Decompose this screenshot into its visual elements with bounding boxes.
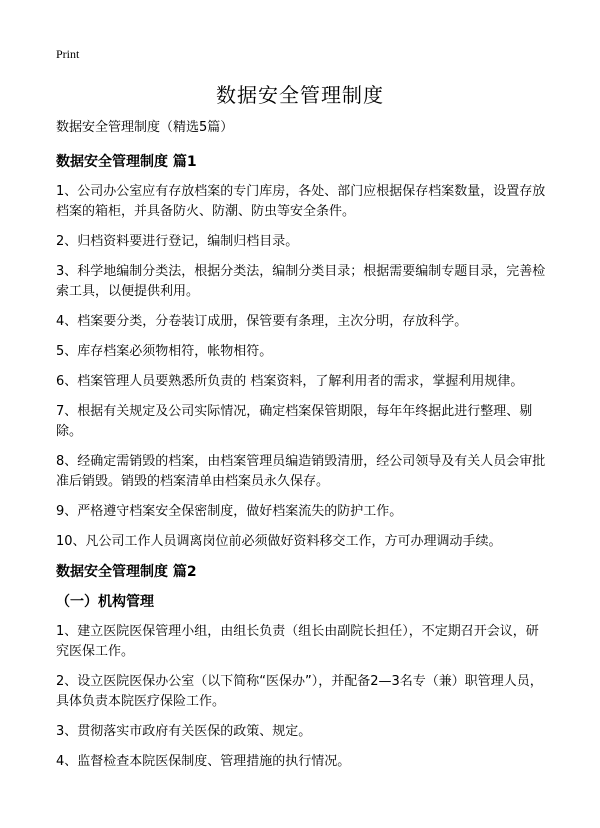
list-item: 4、档案要分类，分卷装订成册，保管要有条理，主次分明，存放科学。	[56, 314, 468, 329]
print-link[interactable]: Print	[56, 47, 80, 61]
list-item: 8、经确定需销毁的档案，由档案管理员编造销毁清册，经公司领导及有关人员会审批准后销毁。销毁的档案清单由档案员永久保存。	[56, 454, 546, 489]
list-item: 6、档案管理人员要熟悉所负责的 档案资料，了解利用者的需求，掌握利用规律。	[56, 374, 524, 389]
page-title: 数据安全管理制度	[216, 83, 384, 107]
list-item: 1、建立医院医保管理小组，由组长负责（组长由副院长担任），不定期召开会议，研究医保工作。	[56, 624, 539, 659]
list-item: 2、设立医院医保办公室（以下简称“医保办”），并配备2—3名专（兼）职管理人员，具体负责本院医疗保险工作。	[56, 674, 543, 709]
section-1	[56, 152, 546, 552]
list-item: 7、根据有关规定及公司实际情况，确定档案保管期限，每年年终据此进行整理、剔除。	[56, 404, 533, 439]
list-item: 1、公司办公室应有存放档案的专门库房，各处、部门应根据保存档案数量，设置存放档案的箱柜，并具备防火、防潮、防虫等安全条件。	[56, 184, 546, 219]
sub-heading: （一）机构管理	[56, 594, 154, 610]
section-2	[56, 562, 546, 772]
list-item: 3、科学地编制分类法，根据分类法，编制分类目录；根据需要编制专题目录，完善检索工具，以便提供利用。	[56, 264, 546, 299]
section-heading: 数据安全管理制度 篇1	[56, 154, 197, 170]
document-subtitle: 数据安全管理制度（精选5篇）	[56, 120, 234, 135]
list-item: 9、严格遵守档案安全保密制度，做好档案流失的防护工作。	[56, 504, 403, 519]
list-item: 2、归档资料要进行登记，编制归档目录。	[56, 234, 299, 249]
list-item: 3、贯彻落实市政府有关医保的政策、规定。	[56, 724, 312, 739]
section-heading: 数据安全管理制度 篇2	[56, 564, 197, 580]
list-item: 5、库存档案必须物相符，帐物相符。	[56, 344, 273, 359]
list-item: 4、监督检查本院医保制度、管理措施的执行情况。	[56, 754, 351, 769]
list-item: 10、凡公司工作人员调离岗位前必须做好资料移交工作，方可办理调动手续。	[56, 534, 502, 549]
document-body	[56, 118, 546, 782]
